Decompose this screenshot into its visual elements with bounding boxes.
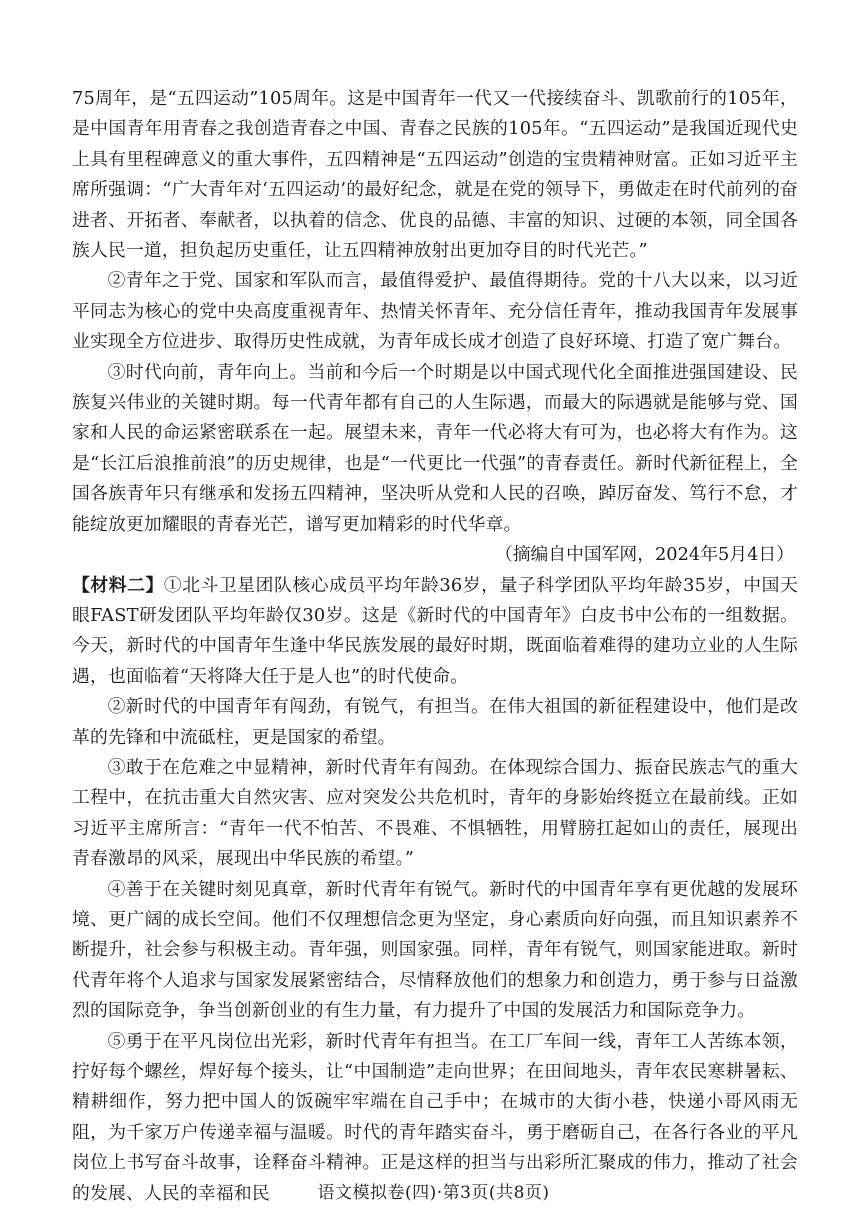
paragraph-material1-2: ②青年之于党、国家和军队而言，最值得爱护、最值得期待。党的十八大以来，以习近平同志为核心的党中央高度重视青年、热情关怀青年、充分信任青年，推动我国青年发展事业实现全方位进步、取得历史性成就，为青年成长成才创造了良好环境、打造了宽广舞台。	[72, 270, 798, 353]
paragraph-material1-intro-continued: 75周年，是“五四运动”105周年。这是中国青年一代又一代接续奋斗、凯歌前行的105年，是中国青年用青春之我创造青春之中国、青春之民族的105年。“五四运动”是我国近现代史上具有里程碑意义的重大事件，五四精神是“五四运动”创造的宝贵精神财富。正如习近平主席所强调：“广大青年对‘五四运动’的最好纪念，就是在党的领导下，勇做走在时代前列的奋进者、开拓者、奉献者，以执着的信念、优良的品德、丰富的知识、过硬的本领，同全国各族人民一道，担负起历史重任，让五四精神放射出更加夺目的时代光芒。”	[72, 88, 798, 262]
page-footer: 语文模拟卷(四)·第3页(共8页)	[317, 1183, 550, 1203]
document-body	[72, 84, 798, 1209]
paragraph-material2-3: ③敢于在危难之中显精神，新时代青年有闯劲。在体现综合国力、振奋民族志气的重大工程中，在抗击重大自然灾害、应对突发公共危机时，青年的身影始终挺立在最前线。正如习近平主席所言：“青年一代不怕苦、不畏难、不惧牺牲，用臂膀扛起如山的责任，展现出青春激昂的风采，展现出中华民族的希望。”	[72, 756, 798, 870]
material1-source-citation: （摘编自中国军网，2024年5月4日）	[494, 544, 794, 566]
paragraph-material2-1	[72, 571, 798, 693]
material2-tag: 【材料二】	[72, 574, 164, 596]
paragraph-material2-4: ④善于在关键时刻见真章，新时代青年有锐气。新时代的中国青年享有更优越的发展环境、更广阔的成长空间。他们不仅理想信念更为坚定，身心素质向好向强，而且知识素养不断提升，社会参与积极主动。青年强，则国家强。同样，青年有锐气，则国家能进取。新时代青年将个人追求与国家发展紧密结合，尽情释放他们的想象力和创造力，勇于参与日益激烈的国际竞争，争当创新创业的有生力量，有力提升了中国的发展活力和国际竞争力。	[72, 878, 798, 1022]
paragraph-material1-3: ③时代向前，青年向上。当前和今后一个时期是以中国式现代化全面推进强国建设、民族复兴伟业的关键时期。每一代青年都有自己的人生际遇，而最大的际遇就是能够与党、国家和人民的命运紧密联系在一起。展望未来，青年一代必将大有可为，也必将大有作为。这是“长江后浪推前浪”的历史规律，也是“一代更比一代强”的青春责任。新时代新征程上，全国各族青年只有继承和发扬五四精神，坚决听从党和人民的召唤，踔厉奋发、笃行不怠，才能绽放更加耀眼的青春光芒，谱写更加精彩的时代华章。	[72, 361, 798, 535]
material2-first-text: ①北斗卫星团队核心成员平均年龄36岁，量子科学团队平均年龄35岁，中国天眼FAST研发团队平均年龄仅30岁。这是《新时代的中国青年》白皮书中公布的一组数据。今天，新时代的中国青年生逢中华民族发展的最好时期，既面临着难得的建功立业的人生际遇，也面临着“天将降大任于是人也”的时代使命。	[72, 574, 798, 687]
paragraph-material2-2: ②新时代的中国青年有闯劲，有锐气，有担当。在伟大祖国的新征程建设中，他们是改革的先锋和中流砥柱，更是国家的希望。	[72, 696, 798, 748]
paragraph-material2-5: ⑤勇于在平凡岗位出光彩，新时代青年有担当。在工厂车间一线，青年工人苦练本领，拧好每个螺丝，焊好每个接头，让“中国制造”走向世界；在田间地头，青年农民寒耕暑耘、精耕细作，努力把中国人的饭碗牢牢端在自己手中；在城市的大街小巷，快递小哥风雨无阻，为千家万户传递幸福与温暖。时代的青年踏实奋斗，勇于磨砺自己，在各行各业的平凡岗位上书写奋斗故事，诠释奋斗精神。正是这样的担当与出彩所汇聚成的伟力，推动了社会的发展、人民的幸福和民	[72, 1030, 798, 1204]
